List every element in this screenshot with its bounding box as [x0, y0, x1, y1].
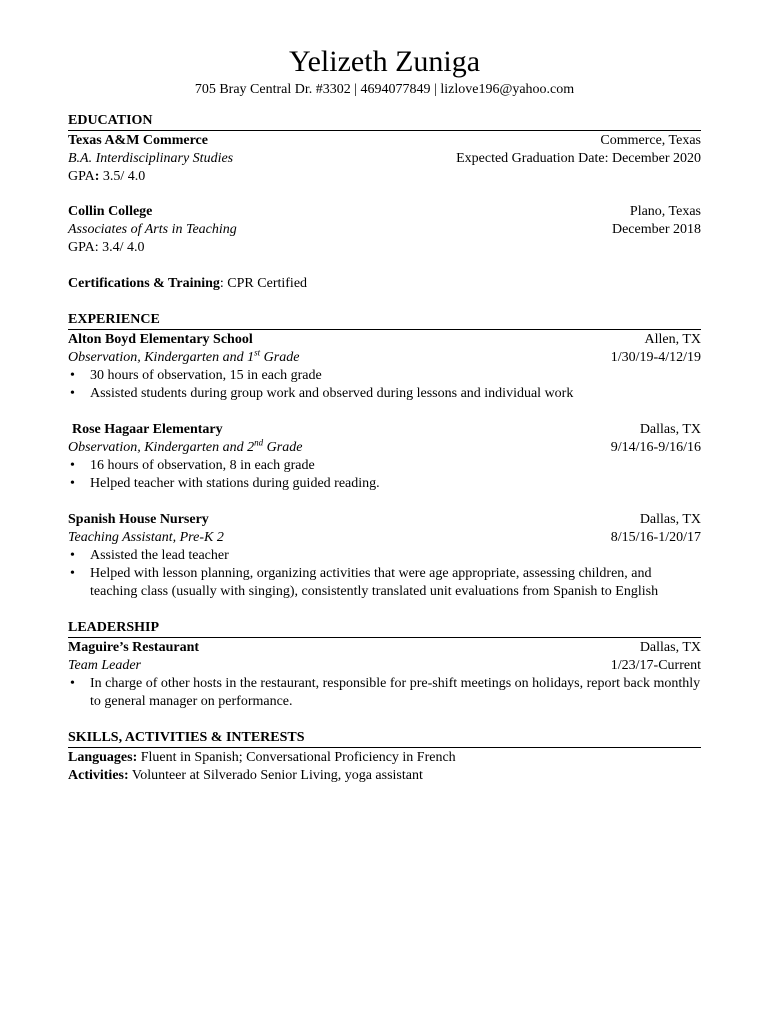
list-item: • Assisted students during group work and observed during lessons and individual work — [68, 385, 701, 403]
education-heading: EDUCATION — [68, 112, 701, 131]
education-section — [68, 112, 701, 293]
school-location: Commerce, Texas — [600, 133, 701, 148]
job-org: Rose Hagaar Elementary — [72, 422, 223, 437]
gpa: GPA: 3.4/ 4.0 — [68, 240, 145, 255]
graduation-date: December 2018 — [611, 222, 701, 237]
school-location: Plano, Texas — [629, 204, 701, 219]
degree: B.A. Interdisciplinary Studies — [68, 151, 234, 166]
activities — [68, 767, 701, 785]
certifications-label: Certifications & Training — [68, 276, 220, 291]
skills-section — [68, 729, 701, 785]
activities-label: Activities: — [68, 768, 129, 783]
contact-info: 705 Bray Central Dr. #3302 | 4694077849 | lizlove196@yahoo.com — [194, 82, 575, 97]
certifications — [68, 275, 701, 293]
resume-page — [68, 44, 701, 785]
job-bullets — [68, 547, 701, 601]
job-entry — [68, 511, 701, 601]
school-entry — [68, 203, 701, 257]
job-role: Teaching Assistant, Pre-K 2 — [68, 530, 224, 545]
gpa-separator: : — [94, 169, 100, 184]
experience-section — [68, 311, 701, 601]
leadership-bullets — [68, 675, 701, 711]
languages — [68, 749, 701, 767]
gpa-label: GPA — [68, 169, 95, 184]
activities-value: Volunteer at Silverado Senior Living, yoga assistant — [128, 768, 423, 783]
list-item: • Helped teacher with stations during guided reading. — [68, 475, 701, 493]
job-dates: 8/15/16-1/20/17 — [610, 530, 701, 545]
leadership-dates: 1/23/17-Current — [610, 658, 701, 673]
languages-label: Languages: — [68, 750, 138, 765]
gpa — [68, 168, 701, 186]
school-name: Collin College — [68, 204, 153, 219]
job-bullets — [68, 367, 701, 403]
job-role: Observation, Kindergarten and 1st Grade — [68, 347, 300, 365]
experience-heading: EXPERIENCE — [68, 311, 701, 330]
list-item: • 30 hours of observation, 15 in each grade — [68, 367, 701, 385]
job-location: Allen, TX — [644, 332, 701, 347]
job-entry — [68, 421, 701, 493]
leadership-section — [68, 619, 701, 711]
leadership-heading: LEADERSHIP — [68, 619, 701, 638]
list-item: • 16 hours of observation, 8 in each grade — [68, 457, 701, 475]
job-bullets — [68, 457, 701, 493]
degree: Associates of Arts in Teaching — [68, 222, 237, 237]
job-entry — [68, 331, 701, 403]
gpa-value: 3.5/ 4.0 — [99, 169, 146, 184]
list-item: • Assisted the lead teacher — [68, 547, 701, 565]
job-location: Dallas, TX — [639, 422, 701, 437]
languages-value: Fluent in Spanish; Conversational Proficiency in French — [137, 750, 456, 765]
leadership-role: Team Leader — [68, 658, 141, 673]
job-location: Dallas, TX — [639, 512, 701, 527]
list-item: • In charge of other hosts in the restaurant, responsible for pre-shift meetings on holidays, report back monthly to general manager on performance. — [68, 675, 701, 711]
certifications-value: : CPR Certified — [219, 276, 308, 291]
list-item: • Helped with lesson planning, organizing activities that were age appropriate, assessing children, and teaching class (usually with singing), consistently translated unit evaluations from Spanish to English — [68, 565, 701, 601]
leadership-entry — [68, 639, 701, 711]
job-org: Alton Boyd Elementary School — [68, 332, 253, 347]
job-dates: 1/30/19-4/12/19 — [610, 350, 701, 365]
graduation-date: Expected Graduation Date: December 2020 — [456, 151, 701, 166]
job-role: Observation, Kindergarten and 2nd Grade — [68, 437, 303, 455]
school-entry — [68, 132, 701, 186]
job-dates: 9/14/16-9/16/16 — [610, 440, 701, 455]
candidate-name: Yelizeth Zuniga — [288, 45, 481, 78]
school-name: Texas A&M Commerce — [68, 133, 208, 148]
leadership-org: Maguire’s Restaurant — [68, 640, 200, 655]
leadership-location: Dallas, TX — [639, 640, 701, 655]
skills-heading: SKILLS, ACTIVITIES & INTERESTS — [68, 729, 701, 748]
job-org: Spanish House Nursery — [68, 512, 209, 527]
